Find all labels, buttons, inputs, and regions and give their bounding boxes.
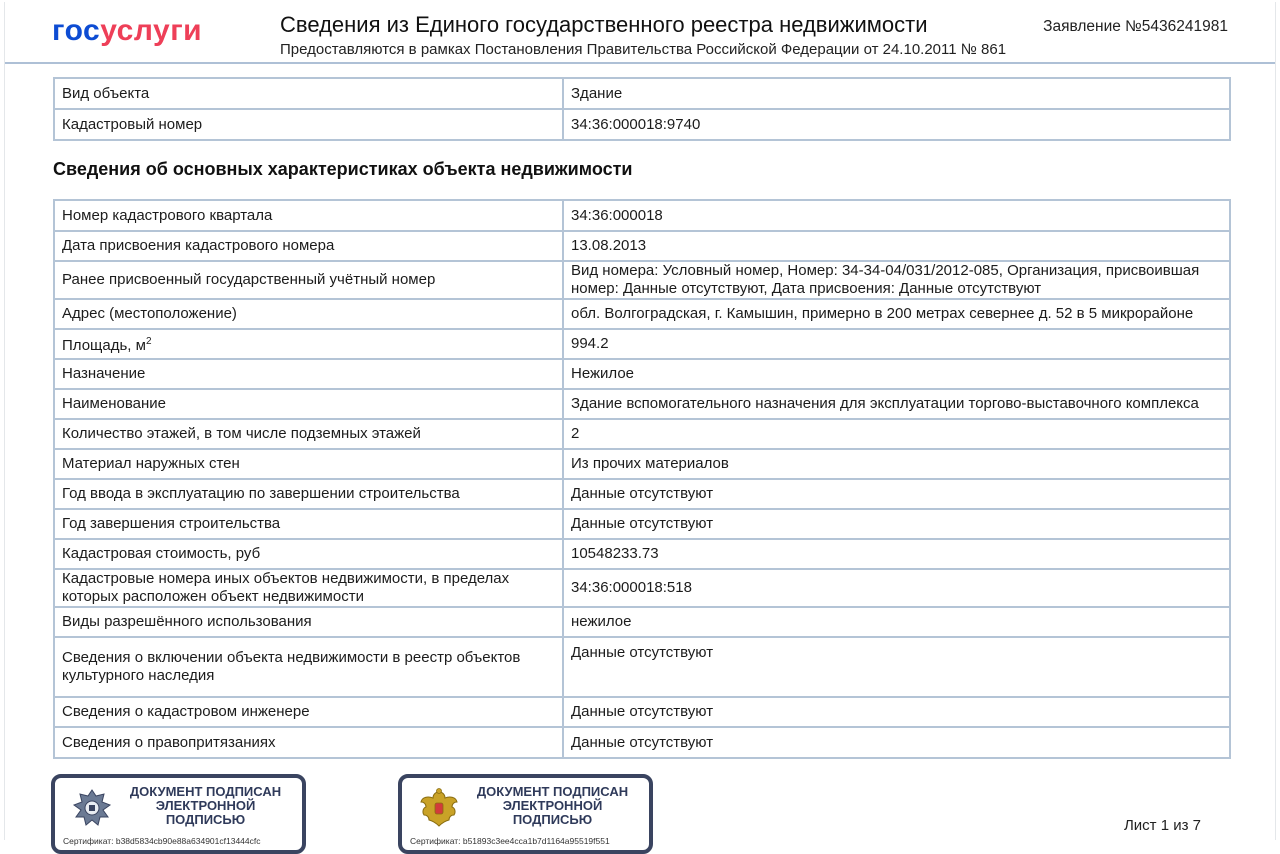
row-label: Год ввода в эксплуатацию по завершении строительства <box>54 479 563 509</box>
table-row <box>54 539 1230 569</box>
table-row <box>54 389 1230 419</box>
row-value: 994.2 <box>563 329 1230 359</box>
table-row <box>54 109 1230 140</box>
row-label: Назначение <box>54 359 563 389</box>
row-value: 10548233.73 <box>563 539 1230 569</box>
row-value: Данные отсутствуют <box>563 479 1230 509</box>
row-value: Данные отсутствуют <box>563 509 1230 539</box>
area-label-text: Площадь, м <box>62 337 146 354</box>
table-row <box>54 509 1230 539</box>
table-row <box>54 697 1230 727</box>
row-label <box>54 329 563 359</box>
row-value: 34:36:000018:9740 <box>563 109 1230 140</box>
row-label: Сведения о кадастровом инженере <box>54 697 563 727</box>
row-label: Ранее присвоенный государственный учётный номер <box>54 261 563 299</box>
row-value: Данные отсутствуют <box>563 697 1230 727</box>
row-value: Здание вспомогательного назначения для эксплуатации торгово-выставочного комплекса <box>563 389 1230 419</box>
table-row <box>54 329 1230 359</box>
row-value: Из прочих материалов <box>563 449 1230 479</box>
logo-part-gos: гос <box>52 14 101 47</box>
row-value: 34:36:000018:518 <box>563 569 1230 607</box>
table-row <box>54 359 1230 389</box>
document-header <box>5 2 1275 64</box>
signature-stamp-2 <box>398 774 653 854</box>
table-row <box>54 299 1230 329</box>
table-row <box>54 449 1230 479</box>
document-page <box>4 2 1276 846</box>
row-value: Вид номера: Условный номер, Номер: 34-34-04/031/2012-085, Организация, присвоившая номер: Данные отсутствуют, Дата присвоения: Данные отсутствуют <box>563 261 1230 299</box>
row-label: Наименование <box>54 389 563 419</box>
row-label: Год завершения строительства <box>54 509 563 539</box>
certificate-number: Сертификат: b38d5834cb90e88a634901cf13444cfc <box>63 836 261 846</box>
stamp-text: ДОКУМЕНТ ПОДПИСАН ЭЛЕКТРОННОЙ ПОДПИСЬЮ <box>129 784 282 827</box>
section-title: Сведения об основных характеристиках объекта недвижимости <box>53 159 633 179</box>
row-label: Номер кадастрового квартала <box>54 200 563 231</box>
application-number: Заявление №5436241981 <box>1043 18 1228 35</box>
table-row <box>54 479 1230 509</box>
rosreestr-emblem-icon <box>69 786 115 832</box>
row-value: 34:36:000018 <box>563 200 1230 231</box>
row-label: Материал наружных стен <box>54 449 563 479</box>
signature-stamp-1 <box>51 774 306 854</box>
area-unit-superscript: 2 <box>145 336 152 347</box>
row-label: Вид объекта <box>54 78 563 109</box>
logo-part-uslugi: услуги <box>100 14 203 47</box>
row-label: Дата присвоения кадастрового номера <box>54 231 563 261</box>
table-row <box>54 569 1230 607</box>
table-row <box>54 419 1230 449</box>
table-row <box>54 727 1230 758</box>
row-value: нежилое <box>563 607 1230 637</box>
row-label: Кадастровые номера иных объектов недвижимости, в пределах которых расположен объект недвижимости <box>54 569 563 607</box>
table-row <box>54 231 1230 261</box>
document-title: Сведения из Единого государственного реестра недвижимости <box>280 12 928 37</box>
row-label: Кадастровый номер <box>54 109 563 140</box>
table-row <box>54 607 1230 637</box>
table-row <box>54 261 1230 299</box>
row-value: Данные отсутствуют <box>563 637 1230 697</box>
sheet-counter: Лист 1 из 7 <box>1123 817 1201 834</box>
stamp-text: ДОКУМЕНТ ПОДПИСАН ЭЛЕКТРОННОЙ ПОДПИСЬЮ <box>476 784 629 827</box>
gosuslugi-logo[interactable] <box>52 14 202 48</box>
row-value: Здание <box>563 78 1230 109</box>
row-label: Сведения о правопритязаниях <box>54 727 563 758</box>
row-value: Данные отсутствуют <box>563 727 1230 758</box>
table-row <box>54 637 1230 697</box>
row-label: Кадастровая стоимость, руб <box>54 539 563 569</box>
object-summary-table <box>53 77 1231 141</box>
row-value: 2 <box>563 419 1230 449</box>
row-value: 13.08.2013 <box>563 231 1230 261</box>
row-label: Адрес (местоположение) <box>54 299 563 329</box>
characteristics-table <box>53 199 1231 759</box>
row-label: Сведения о включении объекта недвижимости в реестр объектов культурного наследия <box>54 637 563 697</box>
certificate-number: Сертификат: b51893c3ee4cca1b7d1164a95519f551 <box>410 836 610 846</box>
row-value: Нежилое <box>563 359 1230 389</box>
coat-of-arms-icon <box>416 786 462 832</box>
table-row <box>54 78 1230 109</box>
row-value: обл. Волгоградская, г. Камышин, примерно в 200 метрах севернее д. 52 в 5 микрорайоне <box>563 299 1230 329</box>
document-subtitle: Предоставляются в рамках Постановления Правительства Российской Федерации от 24.10.2011 № 861 <box>280 41 1007 58</box>
table-row <box>54 200 1230 231</box>
row-label: Виды разрешённого использования <box>54 607 563 637</box>
row-label: Количество этажей, в том числе подземных этажей <box>54 419 563 449</box>
